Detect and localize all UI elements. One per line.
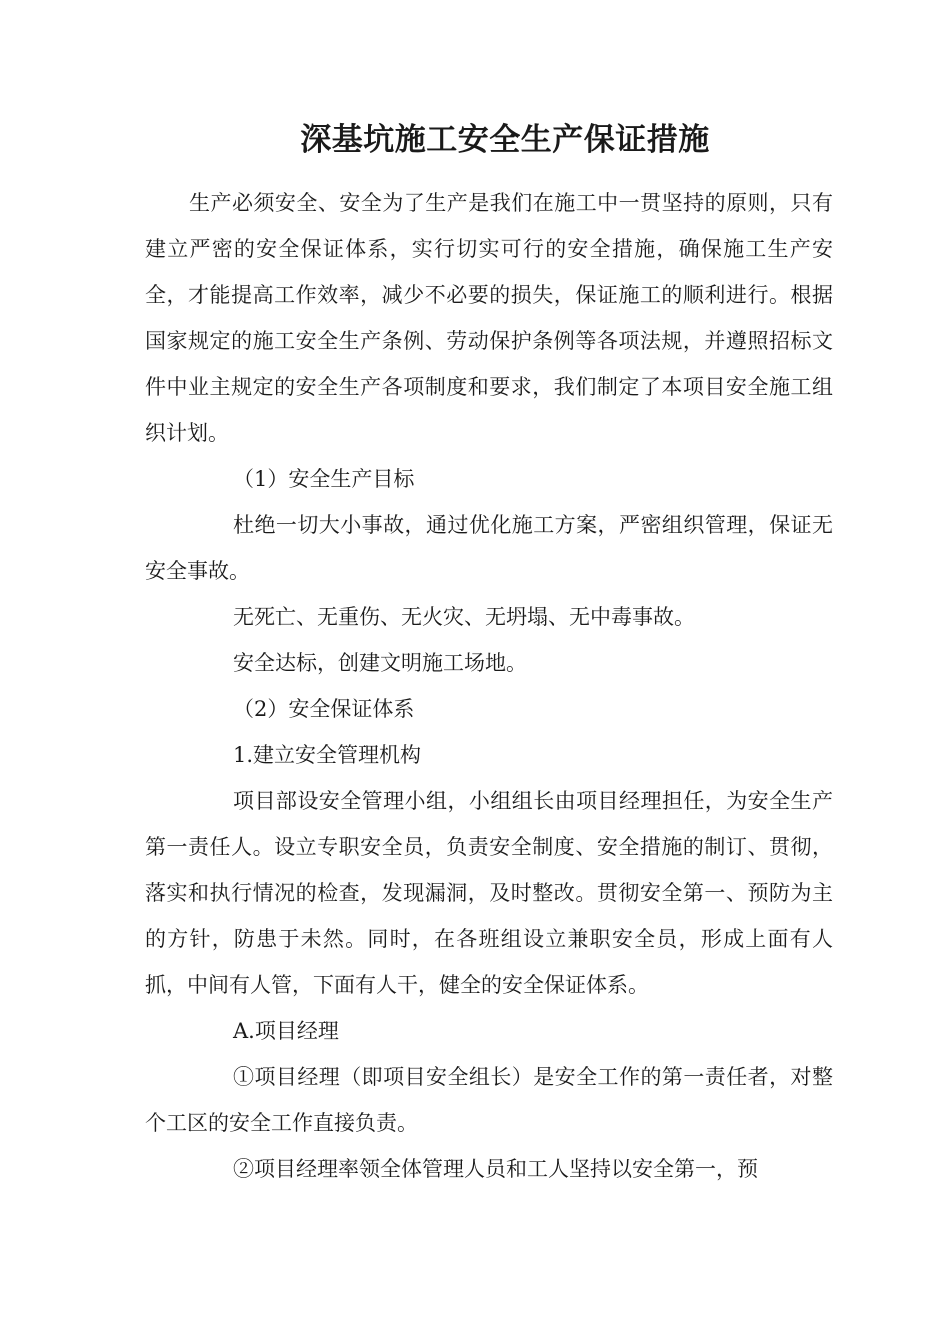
document-title: 深基坑施工安全生产保证措施 bbox=[300, 122, 710, 158]
manager-item-2: ②项目经理率领全体管理人员和工人坚持以安全第一，预 bbox=[233, 1157, 758, 1181]
subheading-management-body: 1.建立安全管理机构 bbox=[233, 743, 422, 767]
goal-paragraph: 杜绝一切大小事故，通过优化施工方案，严密组织管理，保证无安全事故。 bbox=[145, 513, 833, 583]
document-body bbox=[145, 180, 833, 1192]
manager-item-1: ①项目经理（即项目安全组长）是安全工作的第一责任者，对整个工区的安全工作直接负责。 bbox=[145, 1065, 833, 1135]
subheading-project-manager: A.项目经理 bbox=[233, 1019, 339, 1043]
goal-item-no-accidents: 无死亡、无重伤、无火灾、无坍塌、无中毒事故。 bbox=[233, 605, 695, 629]
section-heading-safety-goal: （1）安全生产目标 bbox=[233, 467, 415, 491]
intro-paragraph: 生产必须安全、安全为了生产是我们在施工中一贯坚持的原则，只有建立严密的安全保证体系，实行切实可行的安全措施，确保施工生产安全，才能提高工作效率，减少不必要的损失，保证施工的顺利进行。根据国家规定的施工安全生产条例、劳动保护条例等各项法规，并遵照招标文件中业主规定的安全生产各项制度和要求，我们制定了本项目安全施工组织计划。 bbox=[145, 191, 833, 445]
section-heading-safety-system: （2）安全保证体系 bbox=[233, 697, 415, 721]
management-paragraph: 项目部设安全管理小组，小组组长由项目经理担任，为安全生产第一责任人。设立专职安全员，负责安全制度、安全措施的制订、贯彻，落实和执行情况的检查，发现漏洞，及时整改。贯彻安全第一、预防为主的方针，防患于未然。同时，在各班组设立兼职安全员，形成上面有人抓，中间有人管，下面有人干，健全的安全保证体系。 bbox=[145, 789, 833, 997]
goal-item-civilized-site: 安全达标，创建文明施工场地。 bbox=[233, 651, 527, 675]
